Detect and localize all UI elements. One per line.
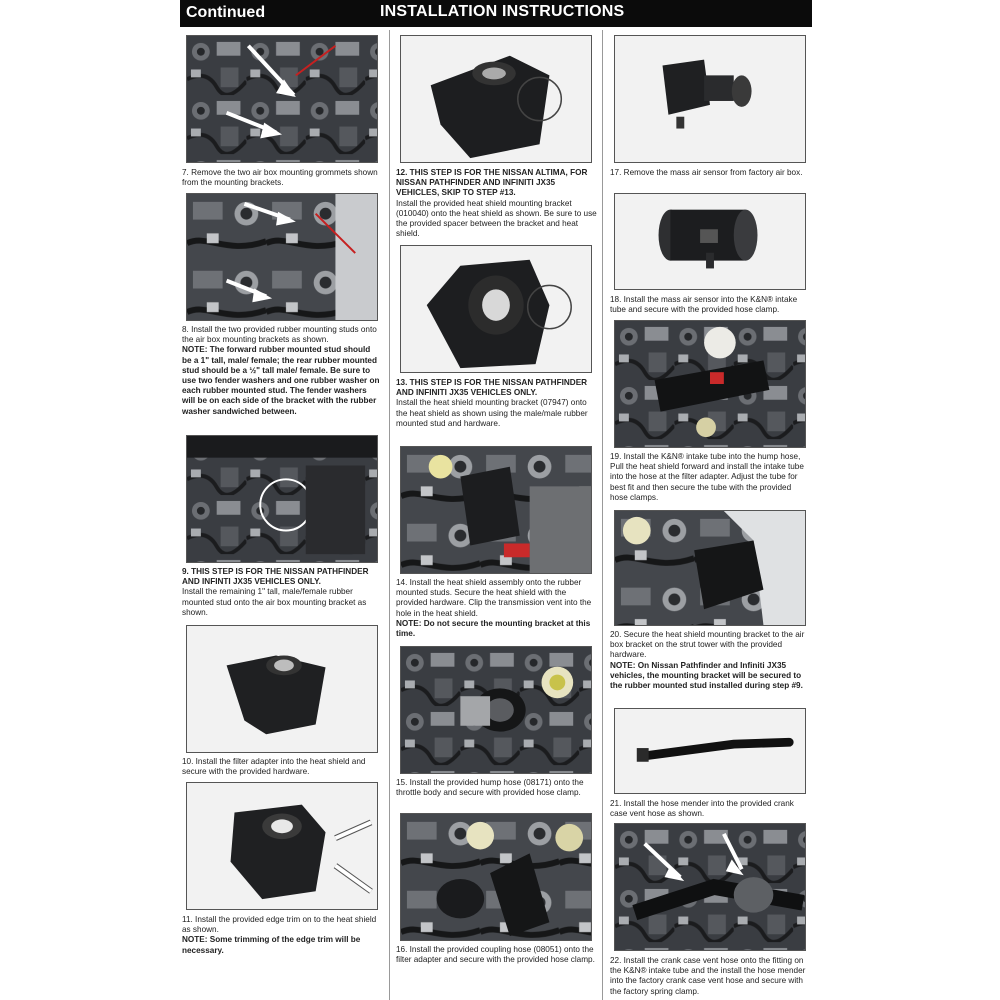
step-17-text: 17. Remove the mass air sensor from factory air box. [610,168,803,177]
step-16-text: 16. Install the provided coupling hose (08051) onto the filter adapter and secure with the provided hose clamp. [396,945,595,965]
step-22-caption [610,956,810,997]
step-13-text: Install the heat shield mounting bracket (07947) onto the heat shield as shown using the male/male rubber mounted stud and hardware. [396,398,588,428]
step-20-text: 20. Secure the heat shield mounting bracket to the air box bracket on the strut tower with the provided hardware. [610,630,805,660]
step-8-text: 8. Install the two provided rubber mounting studs onto the air box mounting brackets as shown. [182,325,377,345]
engine-bay-photo [400,646,592,774]
mass-air-sensor-photo [614,35,806,163]
engine-bay-photo [614,510,806,626]
step-18-caption [610,295,810,315]
step-16-caption [396,945,598,965]
engine-bay-photo [614,823,806,951]
step-21-caption [610,799,810,819]
heat-shield-photo [186,782,378,910]
heat-shield-photo [400,35,592,163]
step-20-caption [610,630,810,691]
page-title: INSTALLATION INSTRUCTIONS [380,3,625,20]
hose-photo [614,708,806,794]
step-17-caption [610,168,810,178]
engine-bay-photo [400,813,592,941]
engine-bay-photo [186,435,378,563]
step-20-note: NOTE: On Nissan Pathfinder and Infiniti JX35 vehicles, the mounting bracket will be secured to the rubber mounted stud installed during step #9. [610,660,803,691]
step-22-text: 22. Install the crank case vent hose onto the fitting on the K&N® intake tube and the install the hose mender into the factory crank case vent hose and secure with the factory spring clamp. [610,956,806,996]
step-14-note: NOTE: Do not secure the mounting bracket at this time. [396,618,591,639]
step-9-text: Install the remaining 1" tall, male/female rubber mounted stud onto the air box mounting bracket as shown. [182,587,367,617]
intake-tube-photo [614,193,806,290]
engine-bay-photo [614,320,806,448]
step-12-caption [396,168,598,239]
step-21-text: 21. Install the hose mender into the provided crank case vent hose as shown. [610,799,794,819]
step-13-caption [396,378,598,429]
step-11-note: NOTE: Some trimming of the edge trim will be necessary. [182,935,361,955]
step-10-caption [182,757,382,777]
column-divider [389,30,390,1000]
step-15-text: 15. Install the provided hump hose (08171) onto the throttle body and secure with provided hose clamp. [396,778,584,798]
step-12-heading: 12. THIS STEP IS FOR THE NISSAN ALTIMA, FOR NISSAN PATHFINDER AND INFINITI JX35 VEHICLES, SKIP TO STEP #13. [396,168,588,198]
heat-shield-photo [186,625,378,753]
step-19-text: 19. Install the K&N® intake tube into the hump hose, Pull the heat shield forward and install the intake tube into the hose at the filter adapter. Adjust the tube for best fit and then secure the tube with the provided hose clamps. [610,452,804,502]
continued-label: Continued [186,4,266,21]
heat-shield-photo [400,245,592,373]
engine-bay-photo [186,35,378,163]
step-11-text: 11. Install the provided edge trim on to the heat shield as shown. [182,915,377,935]
step-7-caption [182,168,382,188]
engine-bay-photo [400,446,592,574]
step-19-caption [610,452,810,503]
column-divider [602,30,603,1000]
step-14-text: 14. Install the heat shield assembly onto the rubber mounted studs. Secure the heat shield with the provided hardware. Clip the transmission vent into the hole in the heat shield. [396,578,592,618]
step-15-caption [396,778,598,798]
step-12-text: Install the provided heat shield mounting bracket (010040) onto the heat shield as shown. Be sure to use the provided spacer between the bracket and heat shield. [396,198,597,239]
step-9-heading: 9. THIS STEP IS FOR THE NISSAN PATHFINDER AND INFINTI JX35 VEHICLES ONLY. [182,567,369,587]
step-14-caption [396,578,598,639]
step-10-text: 10. Install the filter adapter into the heat shield and secure with the provided hardware. [182,757,366,777]
step-7-text: 7. Remove the two air box mounting grommets shown from the mounting brackets. [182,168,378,188]
step-18-text: 18. Install the mass air sensor into the K&N® intake tube and secure with the provided hose clamp. [610,295,798,315]
step-8-caption [182,325,382,417]
step-8-note: NOTE: The forward rubber mounted stud should be a 1" tall, male/ female; the rear rubber mounted stud should be a ½" tall male/ female. Be sure to use two fender washers and one rubber washer on each rubber mounted stud. The fender washers will be on each side of the bracket with the rubber washer sandwiched between. [182,345,380,416]
engine-bay-photo [186,193,378,321]
page-header [180,0,812,27]
step-13-heading: 13. THIS STEP IS FOR THE NISSAN PATHFINDER AND INFINITI JX35 VEHICLES ONLY. [396,378,588,398]
step-11-caption [182,915,382,956]
step-9-caption [182,567,382,618]
